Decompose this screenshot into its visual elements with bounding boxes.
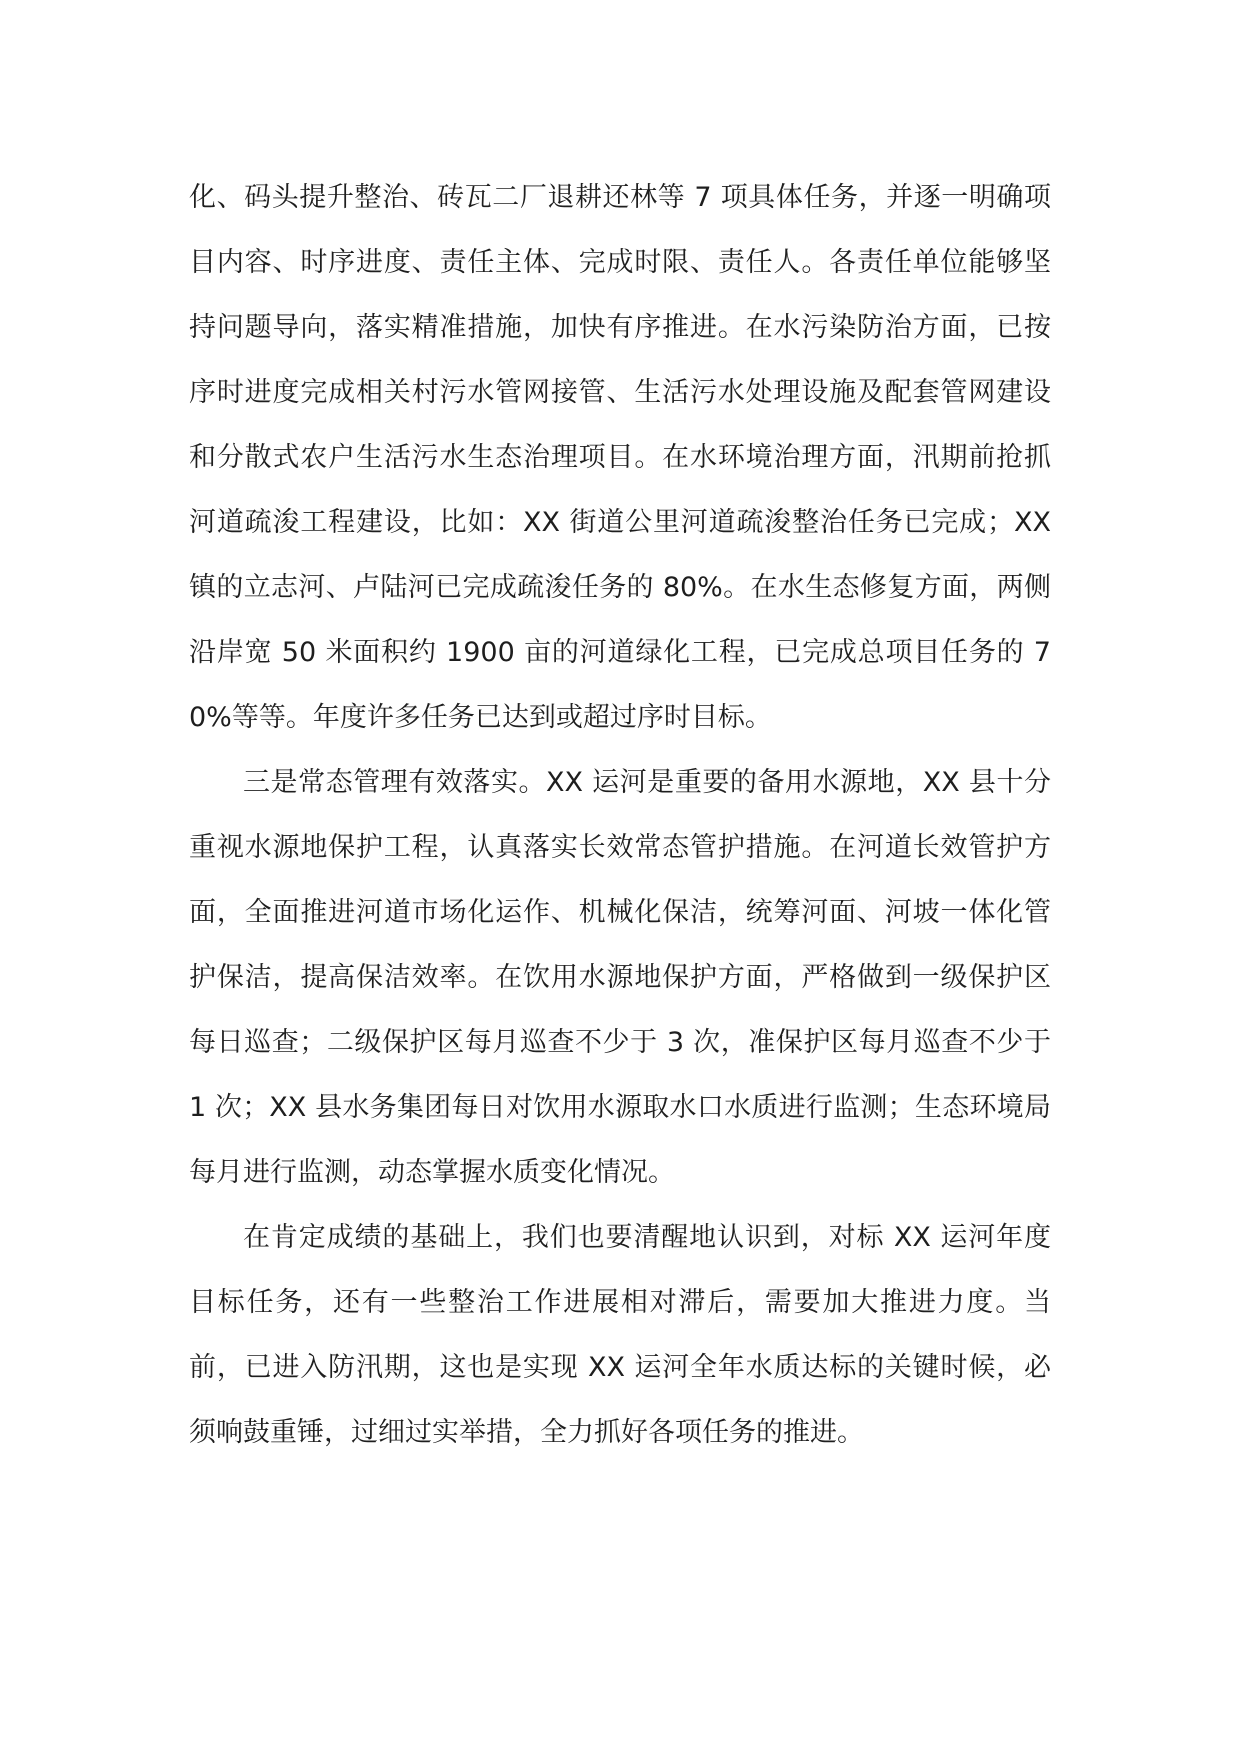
- document-body: [189, 165, 1051, 1465]
- paragraph-continued: 化、码头提升整治、砖瓦二厂退耕还林等 7 项具体任务，并逐一明确项目内容、时序进度、责任主体、完成时限、责任人。各责任单位能够坚持问题导向，落实精准措施，加快有序推进。在水污染防治方面，已按序时进度完成相关村污水管网接管、生活污水处理设施及配套管网建设和分散式农户生活污水生态治理项目。在水环境治理方面，汛期前抢抓河道疏浚工程建设，比如：XX 街道公里河道疏浚整治任务已完成；XX 镇的立志河、卢陆河已完成疏浚任务的 80%。在水生态修复方面，两侧沿岸宽 50 米面积约 1900 亩的河道绿化工程，已完成总项目任务的 70%等等。年度许多任务已达到或超过序时目标。: [189, 182, 1051, 733]
- paragraph-shortcomings: 在肯定成绩的基础上，我们也要清醒地认识到，对标 XX 运河年度目标任务，还有一些整治工作进展相对滞后，需要加大推进力度。当前，已进入防汛期，这也是实现 XX 运河全年水质达标的关键时候，必须响鼓重锤，过细过实举措，全力抓好各项任务的推进。: [189, 1222, 1051, 1448]
- paragraph-routine-management: 三是常态管理有效落实。XX 运河是重要的备用水源地，XX 县十分重视水源地保护工程，认真落实长效常态管护措施。在河道长效管护方面，全面推进河道市场化运作、机械化保洁，统筹河面、河坡一体化管护保洁，提高保洁效率。在饮用水源地保护方面，严格做到一级保护区每日巡查；二级保护区每月巡查不少于 3 次，准保护区每月巡查不少于 1 次；XX 县水务集团每日对饮用水源取水口水质进行监测；生态环境局每月进行监测，动态掌握水质变化情况。: [189, 767, 1051, 1188]
